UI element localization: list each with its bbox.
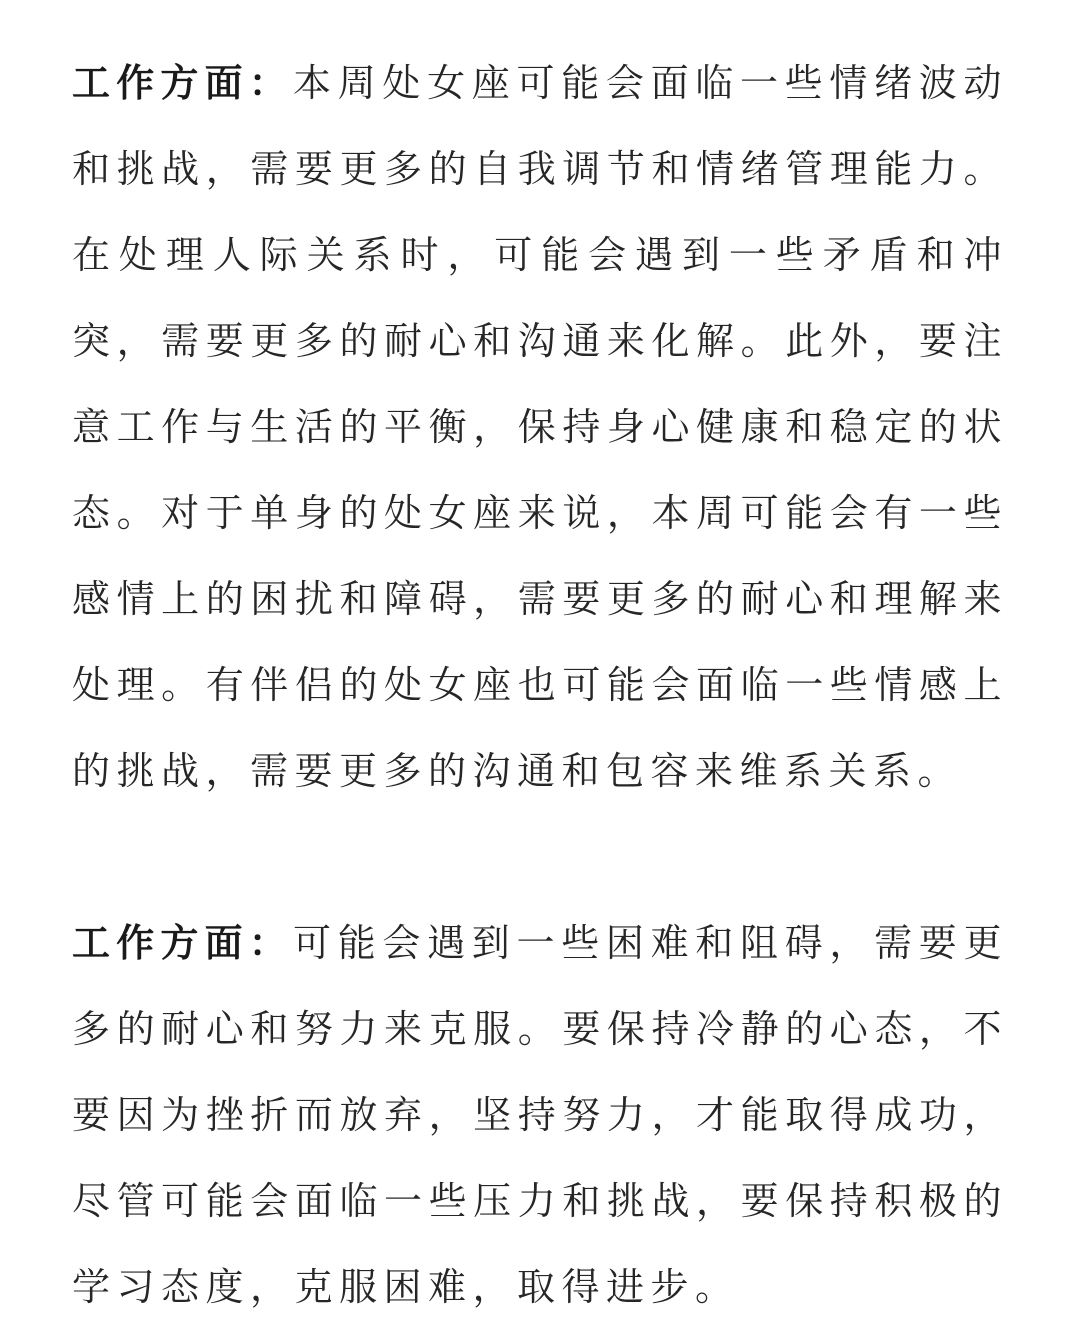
paragraph-2-text: 可能会遇到一些困难和阻碍，需要更多的耐心和努力来克服。要保持冷静的心态，不要因为挫折而放弃，坚持努力，才能取得成功，尽管可能会面临一些压力和挑战，要保持积极的学习态度，克服困难，取得进步。: [72, 921, 1008, 1309]
article-body: [72, 40, 1008, 1330]
paragraph-1-text: 本周处女座可能会面临一些情绪波动和挑战，需要更多的自我调节和情绪管理能力。在处理人际关系时，可能会遇到一些矛盾和冲突，需要更多的耐心和沟通来化解。此外，要注意工作与生活的平衡，保持身心健康和稳定的状态。对于单身的处女座来说，本周可能会有一些感情上的困扰和障碍，需要更多的耐心和理解来处理。有伴侣的处女座也可能会面临一些情感上的挑战，需要更多的沟通和包容来维系关系。: [72, 61, 1008, 793]
paragraph-2-lead: 工作方面：: [72, 921, 293, 965]
paragraph-1-lead: 工作方面：: [72, 61, 293, 105]
paragraph-2: [72, 900, 1008, 1330]
paragraph-1: [72, 40, 1008, 814]
